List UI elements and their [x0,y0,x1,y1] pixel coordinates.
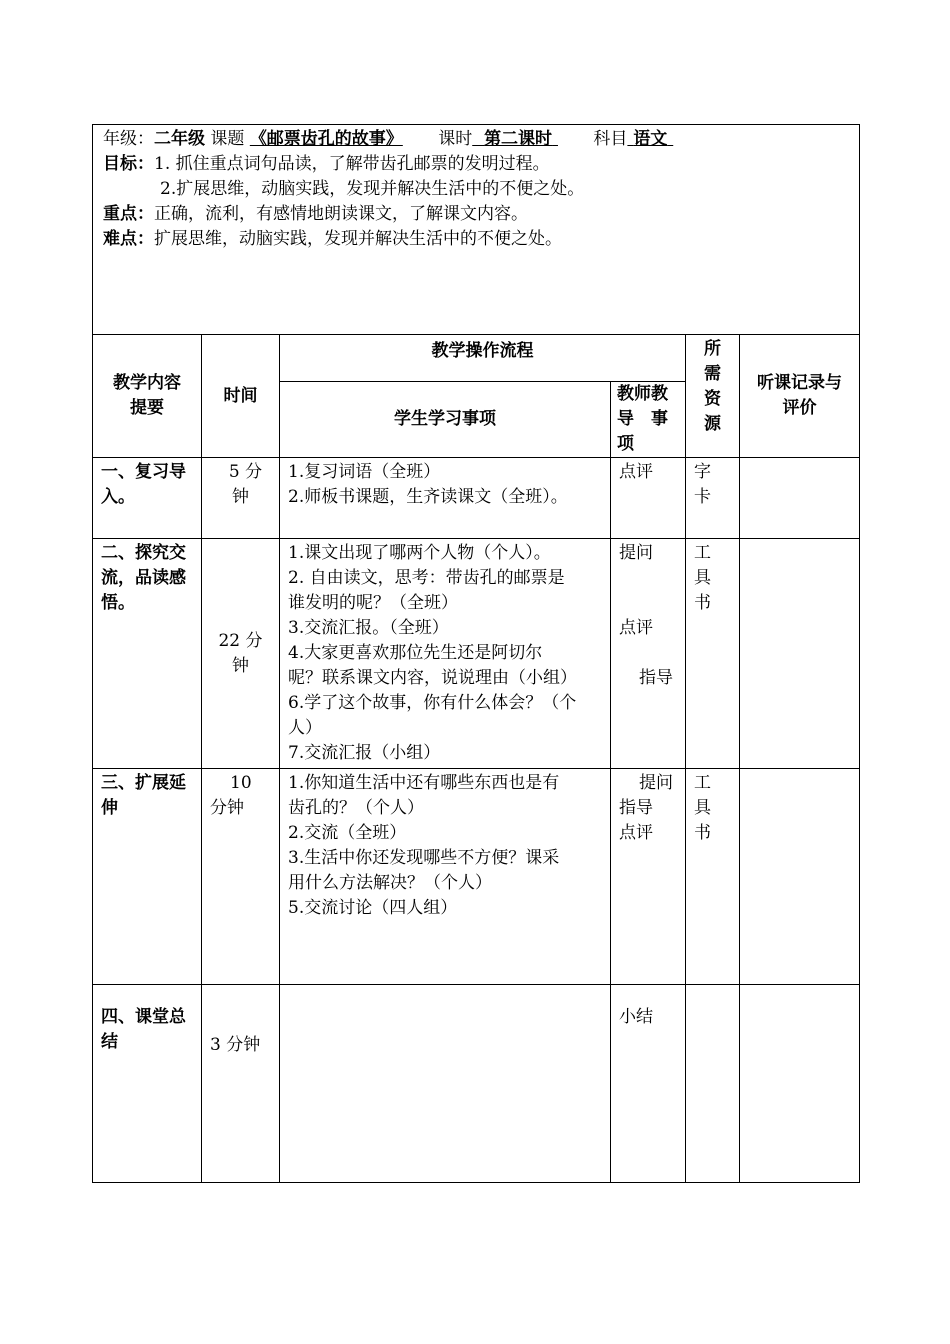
row-time: 3 分钟 [202,985,280,1183]
period-value: 第二课时 [484,129,553,149]
col-record-header: 听课记录与 评价 [740,335,860,458]
row-content: 三、扩展延 伸 [93,769,202,985]
difficulty-line [103,227,849,252]
goals-label: 目标： [103,154,154,174]
row-content: 四、课堂总 结 [93,985,202,1183]
row-resources [686,985,740,1183]
focus-text: 正确，流利，有感情地朗读课文，了解课文内容。 [154,204,528,224]
row-student: 1.复习词语（全班） 2.师板书课题，生齐读课文（全班）。 [280,458,611,539]
col-content-header: 教学内容 提要 [93,335,202,458]
grade-value: 二年级 [154,129,205,149]
row-resources: 字 卡 [686,458,740,539]
subject-value: 语文 [633,129,668,149]
row-content: 一、复习导 入。 [93,458,202,539]
row-time: 10 分钟 [202,769,280,985]
row-teacher: 提问 点评 指导 [611,539,686,769]
focus-line [103,202,849,227]
col-teacher-header: 教师教 导 事 项 [611,382,686,458]
table-row [93,769,860,985]
row-time: 22 分 钟 [202,539,280,769]
col-resources-header: 所 需 资 源 [686,335,740,458]
goals-line [103,152,849,177]
row-record [740,458,860,539]
lesson-plan [92,124,859,1183]
row-student: 1.你知道生活中还有哪些东西也是有 齿孔的？（个人） 2.交流（全班） 3.生活中你还发现哪些不方便？课采 用什么方法解决？（个人） 5.交流讨论（四人组） [280,769,611,985]
row-time: 5 分 钟 [202,458,280,539]
row-resources: 工 具 书 [686,769,740,985]
row-record [740,769,860,985]
focus-label: 重点： [103,204,154,224]
period-label: 课时 [438,129,473,149]
table-row [93,985,860,1183]
row-record [740,539,860,769]
row-resources: 工 具 书 [686,539,740,769]
col-student-header: 学生学习事项 [280,382,611,458]
row-content: 二、探究交 流，品读感 悟。 [93,539,202,769]
lesson-info-line [103,127,849,152]
lesson-header [93,125,860,335]
lesson-plan-table [92,124,860,1183]
difficulty-text: 扩展思维，动脑实践，发现并解决生活中的不便之处。 [154,229,562,249]
subject-label: 科目 [593,129,628,149]
col-time-header: 时间 [202,335,280,458]
row-student: 1.课文出现了哪两个人物（个人）。 2. 自由读文，思考：带齿孔的邮票是 谁发明的呢？（全班） 3.交流汇报。（全班） 4.大家更喜欢那位先生还是阿切尔 呢？联系课文内容，说说理由（小组） 6.学了这个故事，你有什么体会？（个 人） 7.交流汇报（小组） [280,539,611,769]
difficulty-label: 难点： [103,229,154,249]
title-label: 课题 [210,129,245,149]
goal-2: 2.扩展思维，动脑实践，发现并解决生活中的不便之处。 [160,179,585,199]
row-record [740,985,860,1183]
goal-1: 1. 抓住重点词句品读，了解带齿孔邮票的发明过程。 [154,154,550,174]
col-process-header: 教学操作流程 [280,335,686,382]
row-teacher: 点评 [611,458,686,539]
table-row [93,539,860,769]
row-teacher: 小结 [611,985,686,1183]
table-row [93,458,860,539]
row-teacher: 提问 指导 点评 [611,769,686,985]
title-value: 《邮票齿孔的故事》 [249,129,403,149]
row-student [280,985,611,1183]
grade-label: 年级： [103,129,154,149]
